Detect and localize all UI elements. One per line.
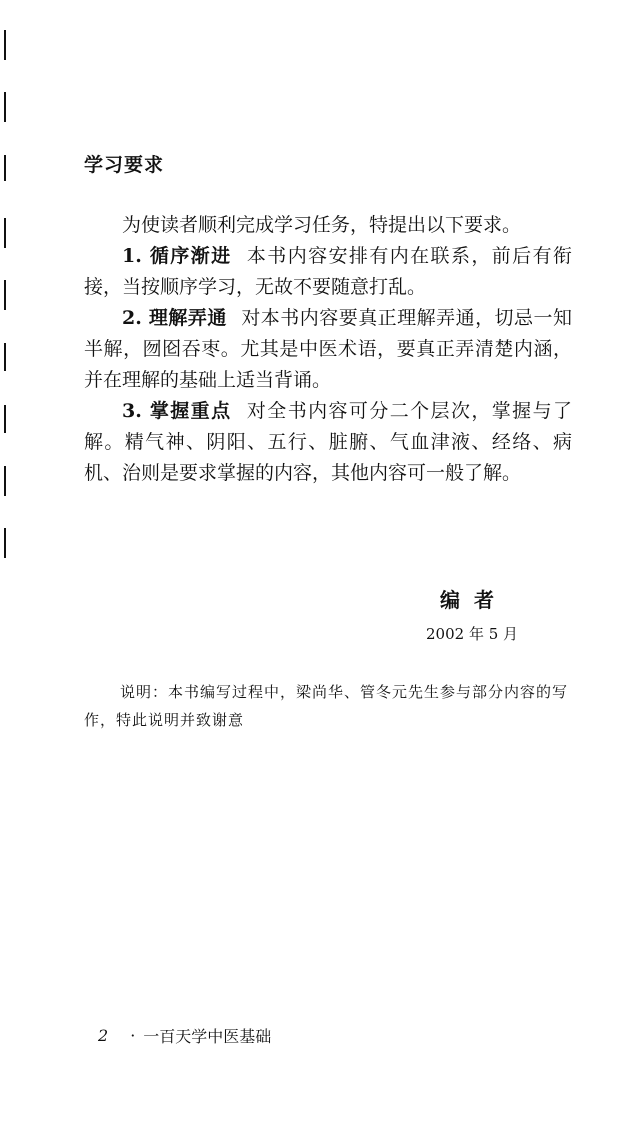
requirement-heading: 3. 掌握重点 [122, 400, 232, 422]
requirement-heading: 2. 理解弄通 [122, 307, 227, 329]
margin-mark [4, 343, 6, 371]
acknowledgement-note [84, 678, 572, 734]
footer-bullet: · [130, 1026, 136, 1045]
requirement-heading: 1. 循序渐进 [122, 245, 232, 267]
page-footer [98, 1024, 271, 1047]
requirements-body [84, 210, 572, 489]
requirement-item-1 [84, 241, 572, 303]
book-title: 一百天学中医基础 [143, 1027, 272, 1046]
page-number: 2 [98, 1026, 109, 1045]
margin-mark [4, 155, 6, 181]
margin-mark [4, 280, 6, 310]
margin-mark [4, 466, 6, 496]
note-text: 说明：本书编写过程中，梁尚华、管冬元先生参与部分内容的写作，特此说明并致谢意 [84, 683, 569, 729]
section-heading: 学习要求 [84, 154, 165, 176]
margin-mark [4, 405, 6, 433]
requirement-text: 对本书内容要真正理解弄通，切忌一知半解，囫囵吞枣。尤其是中医术语，要真正弄清楚内涵，并在理解的基础上适当背诵。 [84, 307, 572, 391]
margin-mark [4, 218, 6, 248]
requirement-text: 对全书内容可分二个层次，掌握与了解。精气神、阴阳、五行、脏腑、气血津液、经络、病机、治则是要求掌握的内容，其他内容可一般了解。 [84, 400, 572, 484]
requirement-item-3 [84, 396, 572, 489]
requirement-item-2 [84, 303, 572, 396]
margin-mark [4, 30, 6, 60]
signature-date: 2002 年 5 月 [426, 625, 519, 643]
margin-mark [4, 528, 6, 558]
requirement-text: 本书内容安排有内在联系，前后有衔接，当按顺序学习，无故不要随意打乱。 [84, 245, 572, 298]
editor-signature: 编者 [440, 588, 508, 612]
intro-paragraph: 为使读者顺利完成学习任务，特提出以下要求。 [122, 214, 522, 236]
margin-mark [4, 92, 6, 122]
